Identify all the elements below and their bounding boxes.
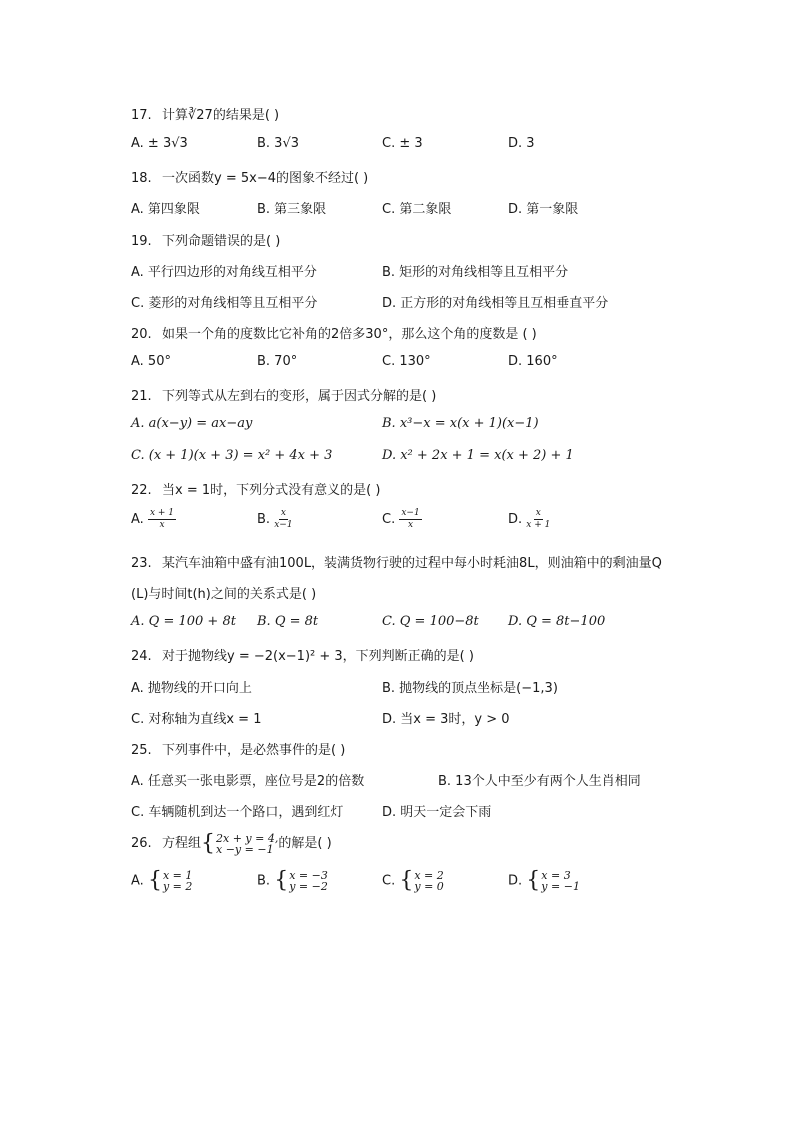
brace-icon: { [399,868,414,893]
option-d: D. 3 [508,136,535,151]
option-d: D. Q = 8t−100 [508,614,606,629]
question-text: 下列等式从左到右的变形，属于因式分解的是( ) [162,389,437,404]
question-21 [131,385,436,404]
option-d [508,508,550,531]
option-d: D. 160° [508,354,558,369]
option-c: C. 车辆随机到达一个路口，遇到红灯 [131,805,344,820]
solution-system [148,870,192,892]
question-number: 25. [131,743,152,758]
question-text: 如果一个角的度数比它补角的2倍多30°，那么这个角的度数是 ( ) [162,327,537,342]
numerator: x−1 [401,508,420,518]
option-letter: D. [508,512,523,527]
equation-row: x = 3 [541,869,571,882]
option-letter: C. [382,512,396,527]
option-d: D. 第一象限 [508,202,579,217]
question-24 [131,645,474,664]
option-a: A. Q = 100 + 8t [131,614,236,629]
equation-row: x = 2 [414,869,444,882]
option-d: D. 明天一定会下雨 [382,805,492,820]
equation-row: x = 1 [162,869,193,882]
option-c [382,508,422,531]
equation-row: 2x + y = 4, [216,831,279,845]
brace-icon: { [147,868,162,893]
question-number: 26. [131,836,152,851]
brace-icon: { [201,830,216,856]
denominator: x [159,520,165,530]
brace-icon: { [274,868,289,893]
question-number: 19. [131,234,152,249]
option-a: A. ± 3√3 [131,136,188,151]
question-22 [131,479,380,498]
question-text: 当x = 1时，下列分式没有意义的是( ) [162,483,381,498]
question-25 [131,739,345,758]
question-text: 对于抛物线y = −2(x−1)² + 3，下列判断正确的是( ) [162,649,474,664]
option-d: D. x² + 2x + 1 = x(x + 2) + 1 [382,448,574,463]
option-d: D. 当x = 3时，y > 0 [382,712,510,727]
denominator: x [407,520,414,530]
option-a [131,870,192,892]
option-b: B. 矩形的对角线相等且互相平分 [382,265,569,280]
question-26 [131,832,332,855]
equation-row: y = 0 [414,880,444,893]
option-b [257,870,328,892]
question-17 [131,104,279,123]
option-letter: C. [382,873,396,889]
option-c: C. 第二象限 [382,202,452,217]
option-a: A. a(x−y) = ax−ay [131,416,253,431]
brace-icon: { [526,868,541,893]
option-b: B. 抛物线的顶点坐标是(−1,3) [382,681,558,696]
numerator: x + 1 [149,508,175,518]
option-b: B. 第三象限 [257,202,327,217]
option-c: C. (x + 1)(x + 3) = x² + 4x + 3 [131,448,333,463]
option-a: A. 抛物线的开口向上 [131,681,252,696]
fraction [526,508,550,531]
option-d: D. 正方形的对角线相等且互相垂直平分 [382,296,609,311]
question-number: 17. [131,108,152,123]
option-d [508,870,580,892]
question-number: 20. [131,327,152,342]
question-23-continuation: (L)与时间t(h)之间的关系式是( ) [131,587,317,602]
option-a: A. 任意买一张电影票，座位号是2的倍数 [131,774,365,789]
question-23 [131,552,662,571]
denominator: x−1 [274,520,293,530]
equation-row: y = −2 [289,880,328,893]
question-text: 下列命题错误的是( ) [162,234,281,249]
solution-system [274,870,328,892]
option-a: A. 第四象限 [131,202,200,217]
question-number: 23. [131,556,152,571]
fraction [148,508,176,531]
option-c [382,870,444,892]
denominator: x + 1 [526,520,551,530]
option-letter: A. [131,873,144,889]
option-b [257,508,293,531]
question-number: 18. [131,171,152,186]
option-letter: D. [508,873,523,889]
numerator: x [535,508,541,518]
equation-row: y = 2 [162,880,193,893]
option-a: A. 平行四边形的对角线互相平分 [131,265,317,280]
question-text: 计算∛27的结果是( ) [162,108,280,123]
option-c: C. ± 3 [382,136,423,151]
equation-row: x = −3 [289,869,328,882]
option-b: B. 13个人中至少有两个人生肖相同 [438,774,641,789]
fraction [274,508,292,531]
numerator: x [280,508,286,518]
question-text: 某汽车油箱中盛有油100L，装满货物行驶的过程中每小时耗油8L，则油箱中的剩油量Q [162,556,662,571]
solution-system [399,870,443,892]
question-number: 22. [131,483,152,498]
option-b: B. 3√3 [257,136,300,151]
question-text: 一次函数y = 5x−4的图象不经过( ) [162,171,369,186]
question-text: 的解是( ) [278,836,332,851]
option-letter: A. [131,512,144,527]
equation-row: y = −1 [541,880,580,893]
option-letter: B. [257,512,271,527]
question-number: 24. [131,649,152,664]
option-a: A. 50° [131,354,171,369]
equation-system [201,830,279,856]
solution-system [526,870,580,892]
option-c: C. Q = 100−8t [382,614,479,629]
question-text: 下列事件中，是必然事件的是( ) [162,743,346,758]
question-number: 21. [131,389,152,404]
option-c: C. 菱形的对角线相等且互相平分 [131,296,318,311]
equation-row: x −y = −1 [216,842,274,856]
question-text: 方程组 [162,836,202,851]
option-b: B. x³−x = x(x + 1)(x−1) [382,416,539,431]
fraction [399,508,421,531]
option-b: B. Q = 8t [257,614,319,629]
option-c: C. 对称轴为直线x = 1 [131,712,262,727]
option-a [131,508,176,531]
option-letter: B. [257,873,271,889]
question-18 [131,167,368,186]
question-19 [131,230,280,249]
option-c: C. 130° [382,354,431,369]
question-20 [131,323,537,342]
option-b: B. 70° [257,354,298,369]
